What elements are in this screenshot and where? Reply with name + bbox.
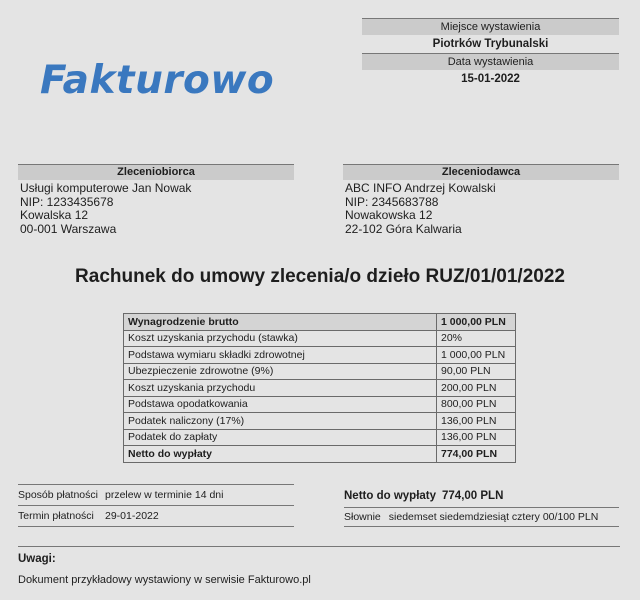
net-summary: [344, 485, 619, 527]
notes-title: Uwagi:: [18, 553, 56, 565]
payment-method-label: Sposób płatności: [18, 489, 98, 501]
payment-due-label: Termin płatności: [18, 510, 94, 522]
table-row: [124, 330, 516, 347]
contractor-city: 00-001 Warszawa: [20, 221, 117, 236]
table-row: [124, 347, 516, 364]
contractor-nip: NIP: 1233435678: [20, 194, 114, 209]
notes-block: [18, 546, 620, 586]
issue-meta: [362, 18, 619, 88]
divider: [18, 546, 620, 547]
row-label: Wynagrodzenie brutto: [124, 314, 437, 331]
row-label: Podstawa opodatkowania: [124, 396, 437, 413]
table-row: [124, 380, 516, 397]
row-value: 136,00 PLN: [437, 413, 516, 430]
notes-text: Dokument przykładowy wystawiony w serwisie Fakturowo.pl: [18, 574, 311, 586]
client-nip: NIP: 2345683788: [345, 194, 439, 209]
words-label: Słownie: [344, 511, 381, 523]
payment-due-value: 29-01-2022: [105, 510, 159, 522]
row-value: 774,00 PLN: [437, 446, 516, 463]
issue-date-value: 15-01-2022: [461, 73, 520, 85]
client-city: 22-102 Góra Kalwaria: [345, 221, 462, 236]
row-label: Koszt uzyskania przychodu (stawka): [124, 330, 437, 347]
document-title: Rachunek do umowy zlecenia/o dzieło RUZ/01/01/2022: [75, 266, 565, 287]
amount-in-words-row: [344, 508, 619, 526]
net-amount-row: [344, 485, 619, 507]
row-label: Ubezpieczenie zdrowotne (9%): [124, 363, 437, 380]
words-value: siedemset siedemdziesiąt cztery 00/100 PLN: [388, 511, 599, 523]
row-label: Koszt uzyskania przychodu: [124, 380, 437, 397]
row-label: Podatek do zapłaty: [124, 429, 437, 446]
contractor-name: Usługi komputerowe Jan Nowak: [20, 181, 192, 195]
net-label: Netto do wypłaty: [344, 490, 437, 502]
row-value: 1 000,00 PLN: [437, 314, 516, 331]
row-value: 20%: [437, 330, 516, 347]
row-value: 200,00 PLN: [437, 380, 516, 397]
row-value: 136,00 PLN: [437, 429, 516, 446]
row-label: Podstawa wymiaru składki zdrowotnej: [124, 347, 437, 364]
payment-method-value: przelew w terminie 14 dni: [105, 489, 224, 501]
net-value: 774,00 PLN: [442, 490, 504, 502]
client-block: [343, 164, 619, 236]
payment-method-row: [18, 485, 294, 505]
settlement-table: [123, 313, 516, 463]
table-row: [124, 396, 516, 413]
issue-place-label: Miejsce wystawienia: [362, 18, 619, 35]
table-row: [124, 314, 516, 331]
row-label: Podatek naliczony (17%): [124, 413, 437, 430]
divider: [344, 526, 619, 527]
client-street: Nowakowska 12: [345, 208, 433, 222]
issue-date-label: Data wystawienia: [362, 53, 619, 70]
contractor-header: Zleceniobiorca: [18, 164, 294, 180]
payment-block: [18, 484, 294, 527]
table-row: [124, 446, 516, 463]
row-value: 1 000,00 PLN: [437, 347, 516, 364]
table-row: [124, 413, 516, 430]
table-row: [124, 363, 516, 380]
contractor-block: [18, 164, 294, 236]
fakturowo-logo: Fakturowo: [40, 58, 275, 103]
contractor-street: Kowalska 12: [20, 208, 89, 222]
row-value: 800,00 PLN: [437, 396, 516, 413]
client-name: ABC INFO Andrzej Kowalski: [345, 181, 496, 195]
divider: [18, 526, 294, 527]
payment-due-row: [18, 506, 294, 526]
issue-place-value: Piotrków Trybunalski: [432, 38, 549, 50]
row-label: Netto do wypłaty: [124, 446, 437, 463]
table-row: [124, 429, 516, 446]
client-header: Zleceniodawca: [343, 164, 619, 180]
row-value: 90,00 PLN: [437, 363, 516, 380]
